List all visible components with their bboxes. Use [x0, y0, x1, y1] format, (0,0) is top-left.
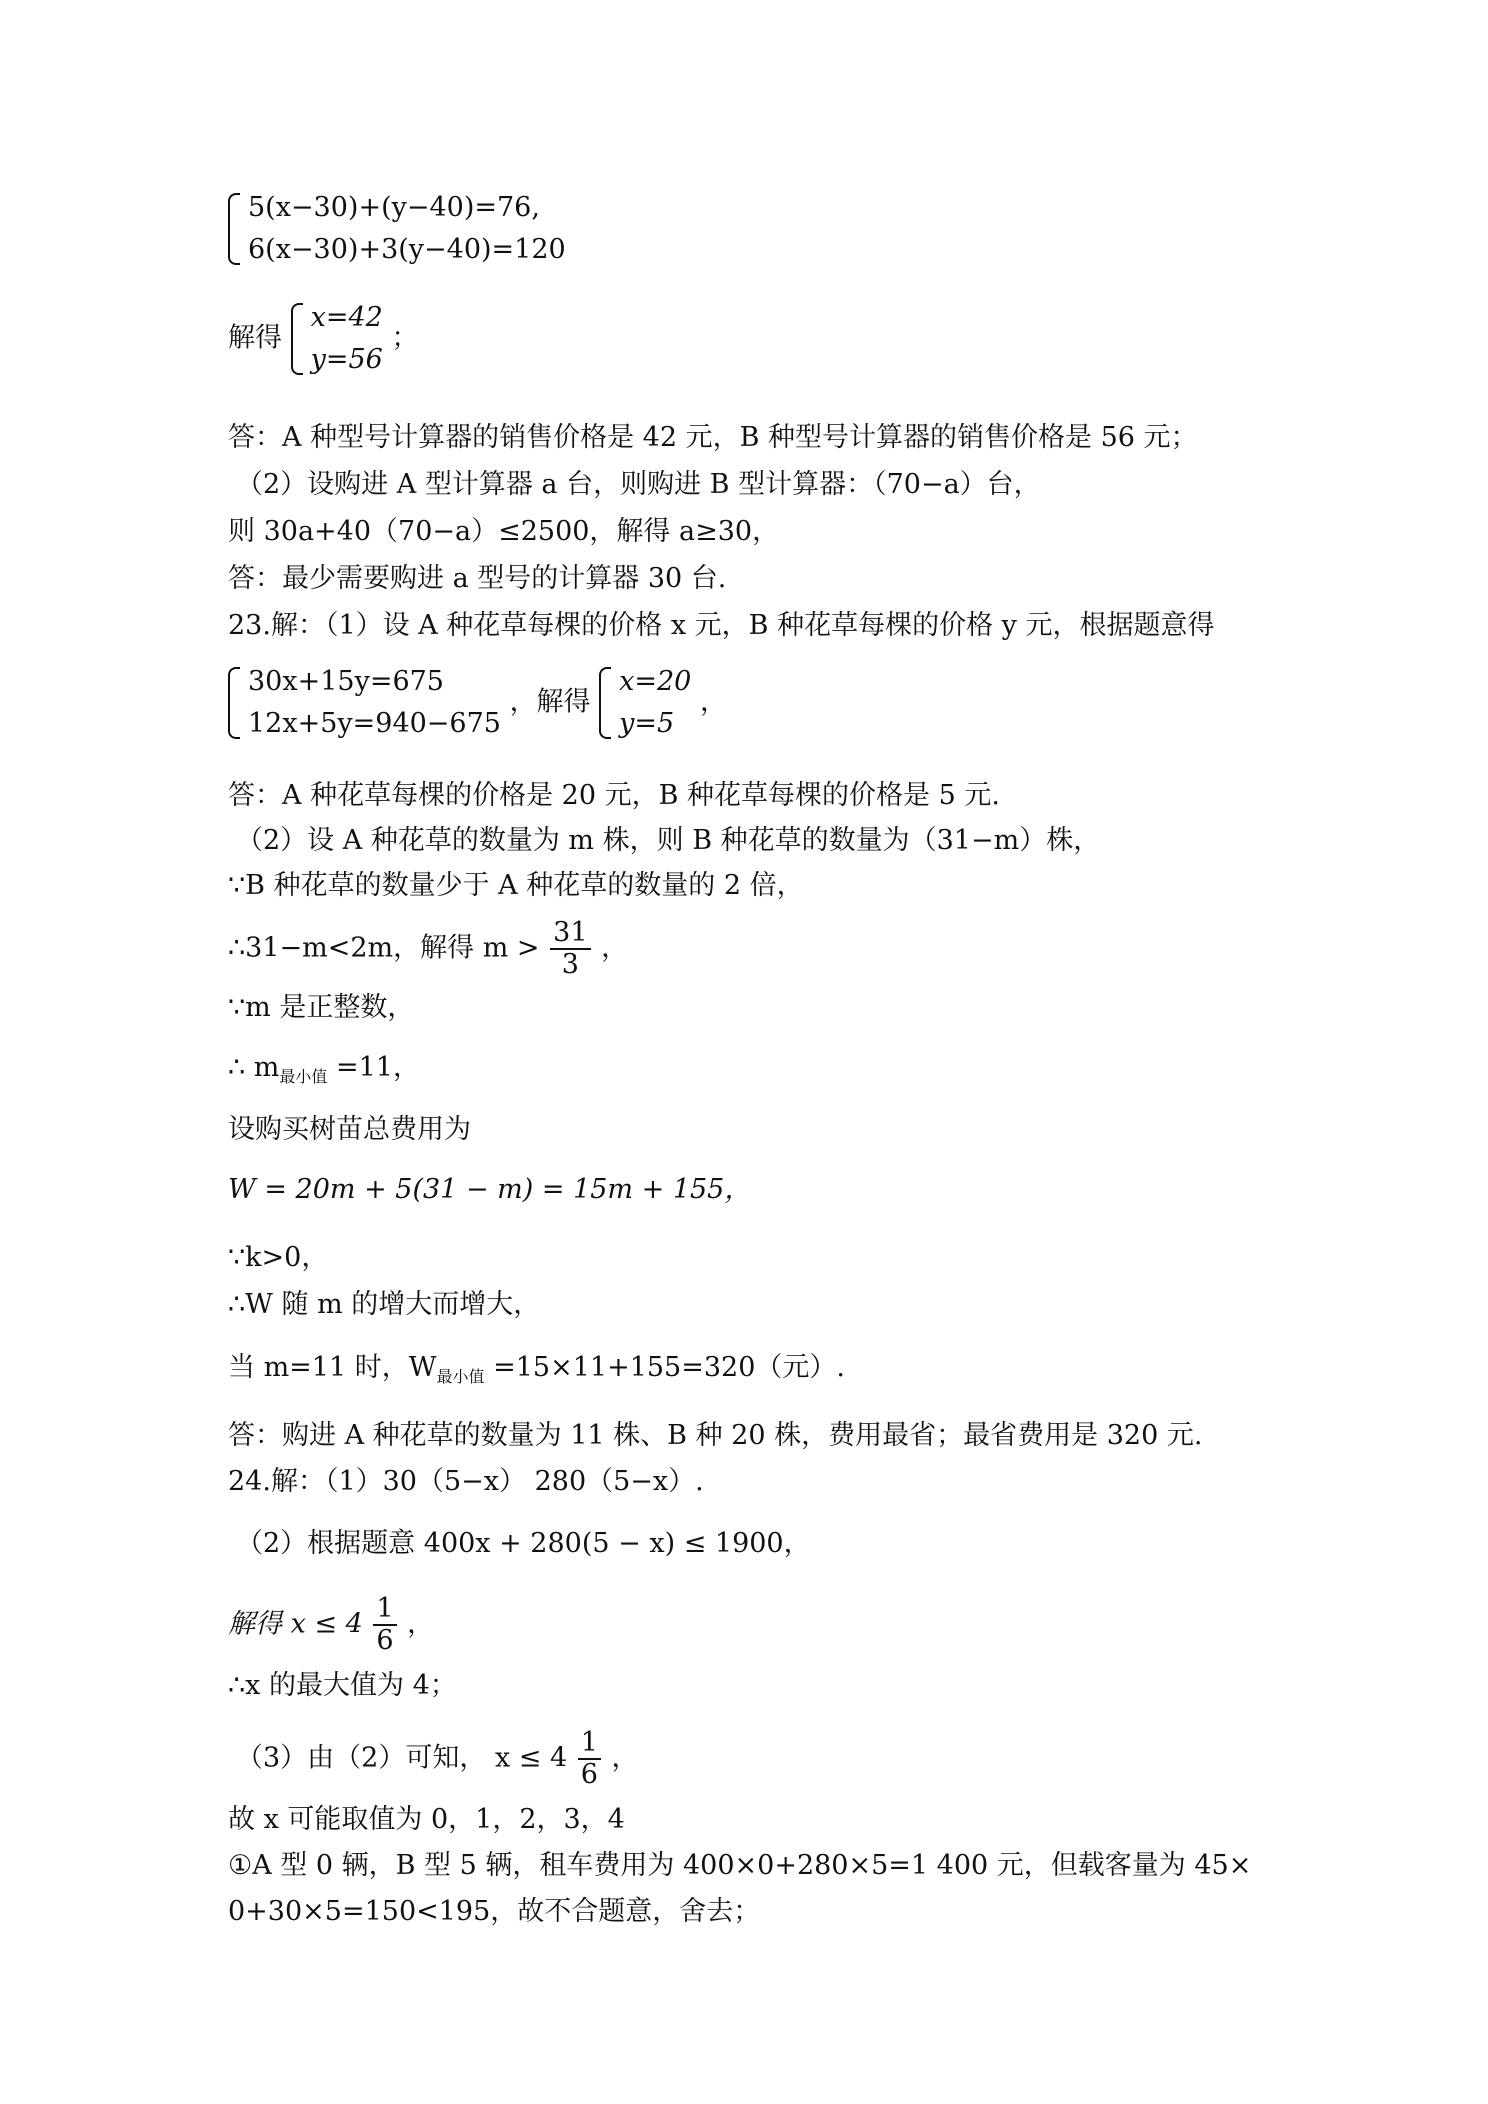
numerator: 1	[578, 1728, 601, 1760]
cost-expression: W = 20m + 5(31 − m) = 15m + 155，	[228, 1174, 752, 1205]
equation: 12x+5y=940−675	[248, 708, 501, 739]
text: 当 m=11 时，W	[228, 1352, 437, 1383]
solution-1	[228, 300, 418, 378]
therefore-line-1	[228, 918, 628, 980]
question-23-part-2: （2）设 A 种花草的数量为 m 株，则 B 种花草的数量为（31−m）株，	[236, 825, 1101, 856]
brace	[228, 667, 240, 739]
therefore-line-2	[228, 1050, 420, 1095]
equation: y=56	[310, 344, 383, 375]
numerator: 31	[550, 918, 590, 950]
answer-1: 答：A 种型号计算器的销售价格是 42 元，B 种型号计算器的销售价格是 56 元；	[228, 422, 1198, 453]
question-24: 24.解：（1）30（5−x） 280（5−x）.	[228, 1466, 704, 1497]
because-line-3: ∵k>0，	[228, 1242, 329, 1273]
answer-2: 答：最少需要购进 a 型号的计算器 30 台.	[228, 563, 727, 594]
text: ，	[611, 1742, 639, 1774]
denominator: 6	[580, 1759, 598, 1790]
text: =11，	[335, 1052, 420, 1083]
equation: y=5	[619, 708, 675, 739]
question-24-part-2: （2）根据题意 400x + 280(5 − x) ≤ 1900，	[236, 1528, 811, 1559]
answer-23-2: 答：购进 A 种花草的数量为 11 株、B 种 20 株，费用最省；最省费用是 320 元.	[228, 1420, 1203, 1451]
equation: x=42	[310, 302, 383, 333]
text: ∴ m	[228, 1052, 280, 1083]
text: ，	[601, 932, 629, 964]
therefore-line-3: ∴W 随 m 的增大而增大，	[228, 1289, 541, 1320]
equation: 30x+15y=675	[248, 666, 444, 697]
text: ，	[407, 1608, 435, 1640]
fraction	[550, 918, 590, 980]
equation: 5(x−30)+(y−40)=76,	[248, 192, 540, 223]
equation: 6(x−30)+3(y−40)=120	[248, 234, 566, 265]
text: 解得	[228, 322, 282, 354]
equation-system-2	[228, 664, 727, 742]
because-line-2: ∵m 是正整数，	[228, 992, 415, 1023]
case-1-line-a: ①A 型 0 辆，B 型 5 辆，租车费用为 400×0+280×5=1 400 元，但载客量为 45×	[228, 1850, 1252, 1881]
text: ∴31−m<2m，解得 m >	[228, 932, 540, 964]
equation-system-1	[228, 190, 566, 268]
text: 解得 x ≤ 4	[228, 1608, 363, 1640]
brace	[228, 193, 240, 265]
text: ；	[391, 322, 419, 354]
question-24-part-3	[236, 1728, 639, 1790]
subscript: 最小值	[279, 1067, 328, 1086]
question-24-values: 故 x 可能取值为 0，1，2，3，4	[228, 1804, 625, 1835]
part-2-inequality: 则 30a+40（70−a）≤2500，解得 a≥30，	[228, 516, 780, 547]
answer-23-1: 答：A 种花草每棵的价格是 20 元，B 种花草每棵的价格是 5 元.	[228, 780, 1000, 811]
text: ，	[699, 686, 727, 718]
equation: x=20	[619, 666, 692, 697]
question-24-max: ∴x 的最大值为 4；	[228, 1670, 457, 1701]
when-line	[228, 1350, 845, 1395]
text: ，解得	[509, 686, 591, 718]
question-24-solution	[228, 1594, 434, 1656]
part-2-setup: （2）设购进 A 型计算器 a 台，则购进 B 型计算器：（70−a）台，	[236, 469, 1041, 500]
question-23: 23.解：（1）设 A 种花草每棵的价格 x 元，B 种花草每棵的价格 y 元，根据题意得	[228, 610, 1215, 641]
brace	[291, 303, 303, 375]
numerator: 1	[373, 1594, 396, 1626]
denominator: 3	[561, 949, 579, 980]
set-cost-line: 设购买树苗总费用为	[228, 1114, 471, 1145]
text: （3）由（2）可知， x ≤ 4	[236, 1742, 568, 1774]
text: =15×11+155=320（元）.	[493, 1352, 845, 1383]
fraction	[578, 1728, 601, 1790]
fraction	[373, 1594, 396, 1656]
subscript: 最小值	[436, 1367, 485, 1386]
because-line-1: ∵B 种花草的数量少于 A 种花草的数量的 2 倍，	[228, 870, 804, 901]
brace	[599, 667, 611, 739]
denominator: 6	[376, 1625, 394, 1656]
case-1-line-b: 0+30×5=150<195，故不合题意，舍去；	[228, 1896, 761, 1927]
